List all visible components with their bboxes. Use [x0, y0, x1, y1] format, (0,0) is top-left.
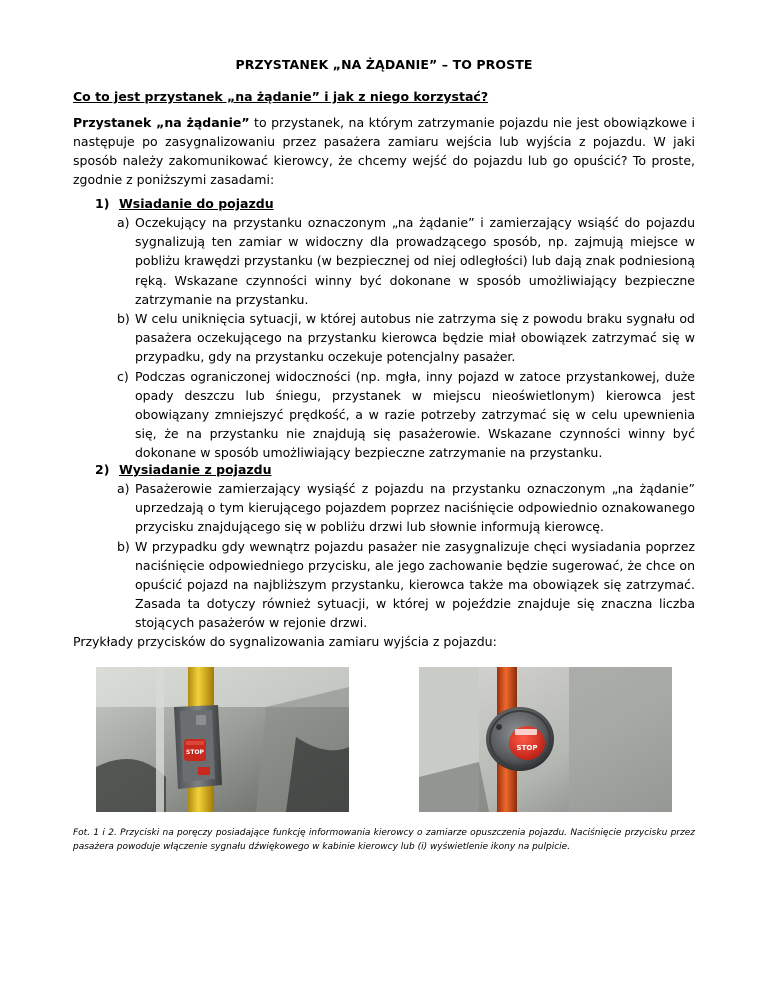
section-label: Wysiadanie z pojazdu [119, 462, 272, 477]
item-text: Pasażerowie zamierzający wysiąść z pojazdu na przystanku oznaczonym „na żądanie” uprzedzają o tym kierującego pojazdem poprzez naciśnięcie odpowiednio oznakowanego przycisku znajdującego się w pobliżu drzwi lub słownie informują kierowcę. [135, 481, 695, 535]
stop-label: STOP [516, 744, 538, 752]
item-marker: a) [117, 215, 130, 230]
section-boarding [95, 194, 695, 463]
examples-label: Przykłady przycisków do sygnalizowania zamiaru wyjścia z pojazdu: [73, 634, 497, 649]
list-item [95, 367, 695, 463]
item-text: Podczas ograniczonej widoczności (np. mgła, inny pojazd w zatoce przystankowej, duże opady deszczu lub śniegu, przystanek w miejscu nieoświetlonym) kierowca jest obowiązany zmniejszyć prędkość, a w razie potrzeby zatrzymać się w celu upewnienia się, że na przystanku nie znajdują się pasażerowie. Wskazane czynności winny być dokonane w sposób umożliwiający bezpieczne zatrzymanie na przystanku. [135, 368, 695, 461]
page-title: PRZYSTANEK „NA ŻĄDANIE” – TO PROSTE [235, 57, 533, 72]
item-marker: b) [117, 311, 130, 327]
section-heading [95, 194, 695, 213]
item-marker: a) [117, 481, 130, 496]
list-item [95, 213, 695, 309]
list-item [95, 309, 695, 367]
section-heading [95, 460, 695, 479]
item-text: W celu uniknięcia sytuacji, w której autobus nie zatrzyma się z powodu braku sygnału od pasażera oczekującego na przystanku kierowca będzie miał obowiązek zatrzymać się w przypadku, gdy na przystanku oczekuje potencjalny pasażer. [135, 311, 695, 365]
item-text: Oczekujący na przystanku oznaczonym „na żądanie” i zamierzający wsiąść do pojazdu sygnalizują ten zamiar w widoczny dla prowadzącego sposób, np. zajmują miejsce w pobliżu krawędzi przystanku (w bezpiecznej od niej odległości) lub dają znak podniesioną ręką. Wskazane czynności winny być dokonane w sposób umożliwiający bezpieczne zatrzymanie na przystanku. [135, 215, 695, 307]
photo-caption: Fot. 1 i 2. Przyciski na poręczy posiadające funkcję informowania kierowcy o zamiarze opuszczenia pojazdu. Naciśnięcie przycisku przez pasażera powoduje włączenie sygnału dźwiękowego w kabinie kierowcy lub (i) wyświetlenie ikony na pulpicie. [73, 828, 695, 852]
rule-list [95, 479, 695, 633]
item-marker: b) [117, 538, 130, 554]
item-marker: c) [117, 368, 129, 384]
stop-button-yellow-pole-photo [96, 667, 349, 812]
intro-paragraph [73, 113, 695, 189]
intro-text: to przystanek, na którym zatrzymanie pojazdu nie jest obowiązkowe i następuje po zasygnalizowaniu przez pasażera zamiaru wejścia lub wyjścia z pojazdu. W jaki sposób należy zakomunikować kierowcy, że chcemy wejść do pojazdu lub go opuścić? To proste, zgodnie z poniższymi zasadami: [73, 115, 695, 187]
section-number: 2) [95, 462, 110, 477]
intro-term: Przystanek „na żądanie” [73, 115, 250, 130]
stop-button-orange-pole-photo [419, 667, 672, 812]
list-item [95, 537, 695, 633]
stop-label: STOP [186, 749, 204, 756]
section-number: 1) [95, 196, 110, 211]
section-subtitle: Co to jest przystanek „na żądanie” i jak z niego korzystać? [73, 89, 489, 104]
item-text: W przypadku gdy wewnątrz pojazdu pasażer nie zasygnalizuje chęci wysiadania poprzez naciśnięcie odpowiedniego przycisku, ale jego zachowanie będzie sugerować, że chce on opuścić pojazd na najbliższym przystanku, kierowca także ma obowiązek się zatrzymać. Zasada ta dotyczy również sytuacji, w której w pojeździe znajduje się znaczna liczba stojących pasażerów w rejonie drzwi. [135, 538, 695, 631]
section-label: Wsiadanie do pojazdu [119, 196, 274, 211]
rule-list [95, 213, 695, 463]
list-item [95, 479, 695, 537]
section-alighting [95, 460, 695, 633]
